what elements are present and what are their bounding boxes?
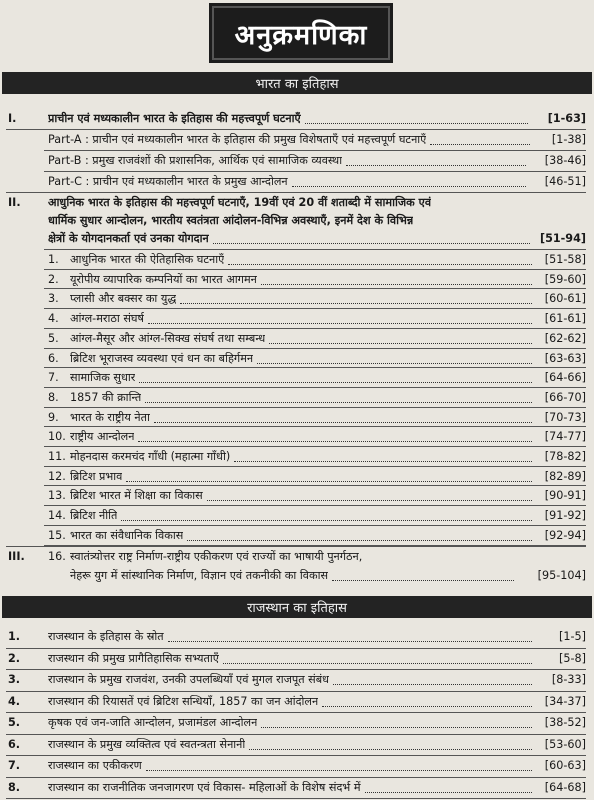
- leader-dots: [322, 706, 532, 707]
- item-pages: [60-63]: [544, 759, 586, 772]
- part-a-pages: [1-38]: [551, 133, 586, 146]
- item-title: राजस्थान का राजनीतिक जनजागरण एवं विकास- महिलाओं के विशेष संदर्भ में: [48, 780, 361, 794]
- leader-dots: [292, 186, 526, 187]
- leader-dots: [257, 363, 532, 364]
- part-3-line-2: नेहरू युग में सांस्थानिक निर्माण, विज्ञान एवं तकनीकी का विकास: [70, 569, 329, 582]
- item-title: राजस्थान के प्रमुख राजवंश, उनकी उपलब्धियाँ एवं मुगल राजपूत संबंध: [48, 673, 330, 686]
- rajasthan-item: [0, 692, 594, 712]
- part-3-pages: [95-104]: [537, 569, 586, 582]
- item-pages: [91-92]: [544, 509, 586, 523]
- item-title: राजस्थान का एकीकरण: [48, 759, 142, 772]
- leader-dots: [121, 520, 532, 521]
- item-pages: [66-70]: [544, 390, 586, 404]
- part-2-row-2: [0, 211, 594, 231]
- part-1-row: [0, 109, 594, 129]
- part-a-row: [0, 130, 594, 150]
- section-heading-india-history: भारत का इतिहास: [2, 72, 592, 94]
- leader-dots: [138, 441, 532, 442]
- item-number: 2.: [8, 651, 21, 665]
- rajasthan-item: [0, 778, 594, 798]
- item-title: मोहनदास करमचंद गाँधी (महात्मा गाँधी): [70, 450, 231, 463]
- leader-dots: [228, 264, 532, 265]
- item-title: आंग्ल-मराठा संघर्ष: [70, 312, 144, 326]
- modern-india-item: [0, 447, 594, 467]
- leader-dots: [234, 461, 532, 462]
- rajasthan-item: [0, 713, 594, 733]
- item-title: राष्ट्रीय आन्दोलन: [70, 430, 135, 444]
- item-title: ब्रिटिश भूराजस्व व्यवस्था एवं धन का बहिर्गमन: [70, 351, 254, 365]
- item-title: सामाजिक सुधार: [70, 371, 136, 385]
- leader-dots: [261, 727, 532, 728]
- part-3-number: III.: [8, 550, 25, 563]
- item-pages: [61-61]: [544, 312, 586, 326]
- leader-dots: [346, 165, 526, 166]
- part-2-title-line-1: आधुनिक भारत के इतिहास की महत्त्वपूर्ण घटनाएँ, 19वीं एवं 20 वीं शताब्दी में सामाजिक एवं: [48, 196, 432, 209]
- item-title: ब्रिटिश प्रभाव: [70, 469, 123, 483]
- leader-dots: [333, 684, 532, 685]
- item-number: 9.: [48, 410, 59, 424]
- modern-india-item: [0, 526, 594, 546]
- item-number: 3.: [48, 292, 59, 306]
- item-number: 7.: [48, 371, 59, 385]
- item-pages: [59-60]: [544, 272, 586, 286]
- modern-india-item: [0, 388, 594, 408]
- item-pages: [60-61]: [544, 292, 586, 306]
- part-b-label: Part-B : प्रमुख राजवंशों की प्रशासनिक, आर्थिक एवं सामाजिक व्यवस्था: [48, 154, 343, 167]
- item-number: 1.: [8, 630, 21, 643]
- item-title: राजस्थान के प्रमुख व्यक्तित्व एवं स्वतन्त्रता सेनानी: [48, 737, 246, 751]
- part-1-pages: [1-63]: [547, 112, 586, 125]
- modern-india-item: [0, 250, 594, 270]
- item-number: 2.: [48, 272, 59, 286]
- page-title: अनुक्रमणिका: [212, 6, 390, 60]
- item-title: कृषक एवं जन-जाति आन्दोलन, प्रजामंडल आन्दोलन: [48, 716, 258, 729]
- item-pages: [62-62]: [544, 331, 586, 345]
- part-c-label: Part-C : प्राचीन एवं मध्यकालीन भारत के प्रमुख आन्दोलन: [48, 175, 288, 188]
- item-number: 1.: [48, 253, 59, 266]
- leader-dots: [261, 284, 532, 285]
- modern-india-item: [0, 309, 594, 329]
- item-pages: [51-58]: [544, 253, 586, 266]
- leader-dots: [139, 382, 532, 383]
- item-title: भारत के राष्ट्रीय नेता: [70, 410, 150, 424]
- part-2-row-3: [0, 229, 594, 249]
- item-title: यूरोपीय व्यापारिक कम्पनियों का भारत आगमन: [70, 272, 257, 286]
- item-title: राजस्थान की प्रमुख प्रागैतिहासिक सभ्यताएँ: [48, 651, 219, 665]
- rajasthan-item: [0, 756, 594, 776]
- leader-dots: [180, 303, 532, 304]
- item-title: ब्रिटिश नीति: [70, 509, 118, 523]
- item-number: 5.: [48, 331, 59, 345]
- modern-india-item: [0, 506, 594, 526]
- item-title: 1857 की क्रान्ति: [70, 390, 142, 404]
- item-title: प्लासी और बक्सर का युद्ध: [70, 292, 177, 306]
- rajasthan-item: [0, 735, 594, 755]
- modern-india-item: [0, 408, 594, 428]
- item-title: राजस्थान की रियासतें एवं ब्रिटिश सन्धियाँ, 1857 का जन आंदोलन: [48, 694, 319, 708]
- part-3-row-2: [0, 566, 594, 586]
- leader-dots: [430, 144, 530, 145]
- modern-india-item: [0, 368, 594, 388]
- item-pages: [38-52]: [544, 716, 586, 729]
- part-c-row: [0, 172, 594, 192]
- modern-india-item: [0, 349, 594, 369]
- leader-dots: [207, 500, 532, 501]
- item-number: 3.: [8, 673, 21, 686]
- item-title: आंग्ल-मैसूर और आंग्ल-सिक्ख संघर्ष तथा सम्बन्ध: [70, 331, 266, 345]
- item-number: 12.: [48, 469, 66, 483]
- item-title: भारत का संवैधानिक विकास: [70, 528, 184, 542]
- divider: [6, 798, 586, 799]
- item-pages: [64-66]: [544, 371, 586, 385]
- item-pages: [92-94]: [544, 528, 586, 542]
- item-number: 7.: [8, 759, 21, 772]
- leader-dots: [145, 402, 532, 403]
- item-pages: [82-89]: [544, 469, 586, 483]
- leader-dots: [148, 323, 532, 324]
- item-number: 6.: [8, 737, 21, 751]
- part-2-number: II.: [8, 196, 21, 209]
- part-2-row-1: [0, 193, 594, 213]
- rajasthan-item: [0, 649, 594, 669]
- item-pages: [1-5]: [558, 630, 586, 643]
- item-number: 8.: [48, 390, 59, 404]
- modern-india-item: [0, 289, 594, 309]
- item-title: राजस्थान के इतिहास के स्रोत: [48, 630, 164, 643]
- item-number: 6.: [48, 351, 59, 365]
- part-a-label: Part-A : प्राचीन एवं मध्यकालीन भारत के इतिहास की प्रमुख विशेषताएँ एवं महत्त्वपूर्ण घटनाएँ: [48, 133, 427, 146]
- leader-dots: [213, 243, 530, 244]
- item-title: ब्रिटिश भारत में शिक्षा का विकास: [70, 489, 203, 503]
- item-number: 4.: [48, 312, 59, 326]
- part-3-line-1: स्वातंत्र्योत्तर राष्ट्र निर्माण-राष्ट्रीय एकीकरण एवं राज्यों का भाषायी पुनर्गठन,: [70, 550, 363, 563]
- modern-india-item: [0, 467, 594, 487]
- item-number: 10.: [48, 430, 66, 444]
- modern-india-item: [0, 270, 594, 290]
- item-number: 8.: [8, 780, 21, 794]
- item-pages: [64-68]: [544, 780, 586, 794]
- leader-dots: [187, 540, 532, 541]
- leader-dots: [146, 770, 532, 771]
- item-number: 11.: [48, 450, 66, 463]
- item-number: 5.: [8, 716, 21, 729]
- part-1-title: प्राचीन एवं मध्यकालीन भारत के इतिहास की महत्त्वपूर्ण घटनाएँ: [48, 112, 301, 125]
- leader-dots: [154, 422, 532, 423]
- leader-dots: [269, 343, 532, 344]
- part-b-row: [0, 151, 594, 171]
- item-number: 15.: [48, 528, 66, 542]
- leader-dots: [365, 792, 532, 793]
- part-3-item-number: 16.: [48, 550, 66, 563]
- part-c-pages: [46-51]: [544, 175, 586, 188]
- item-number: 14.: [48, 509, 66, 523]
- item-pages: [70-73]: [544, 410, 586, 424]
- leader-dots: [249, 749, 532, 750]
- leader-dots: [168, 641, 532, 642]
- item-pages: [63-63]: [544, 351, 586, 365]
- item-number: 13.: [48, 489, 66, 503]
- item-pages: [8-33]: [551, 673, 586, 686]
- part-1-number: I.: [8, 112, 17, 125]
- leader-dots: [332, 580, 514, 581]
- item-pages: [34-37]: [544, 694, 586, 708]
- item-pages: [5-8]: [558, 651, 586, 665]
- part-3-row-1: [0, 547, 594, 567]
- item-pages: [78-82]: [544, 450, 586, 463]
- leader-dots: [223, 663, 532, 664]
- item-number: 4.: [8, 694, 21, 708]
- leader-dots: [126, 481, 532, 482]
- section-heading-rajasthan-history: राजस्थान का इतिहास: [2, 596, 592, 618]
- modern-india-item: [0, 329, 594, 349]
- item-pages: [53-60]: [544, 737, 586, 751]
- item-title: आधुनिक भारत की ऐतिहासिक घटनाएँ: [70, 253, 225, 266]
- part-2-title-line-2: धार्मिक सुधार आन्दोलन, भारतीय स्वतंत्रता आंदोलन-विभिन्न अवस्थाएँ, इनमें देश के विभिन्न: [48, 214, 414, 227]
- modern-india-item: [0, 427, 594, 447]
- part-2-pages: [51-94]: [539, 232, 586, 245]
- part-2-title-line-3: क्षेत्रों के योगदानकर्ता एवं उनका योगदान: [48, 232, 209, 245]
- rajasthan-item: [0, 627, 594, 647]
- leader-dots: [305, 123, 528, 124]
- modern-india-item: [0, 486, 594, 506]
- item-pages: [74-77]: [544, 430, 586, 444]
- rajasthan-item: [0, 670, 594, 690]
- item-pages: [90-91]: [544, 489, 586, 503]
- part-b-pages: [38-46]: [544, 154, 586, 167]
